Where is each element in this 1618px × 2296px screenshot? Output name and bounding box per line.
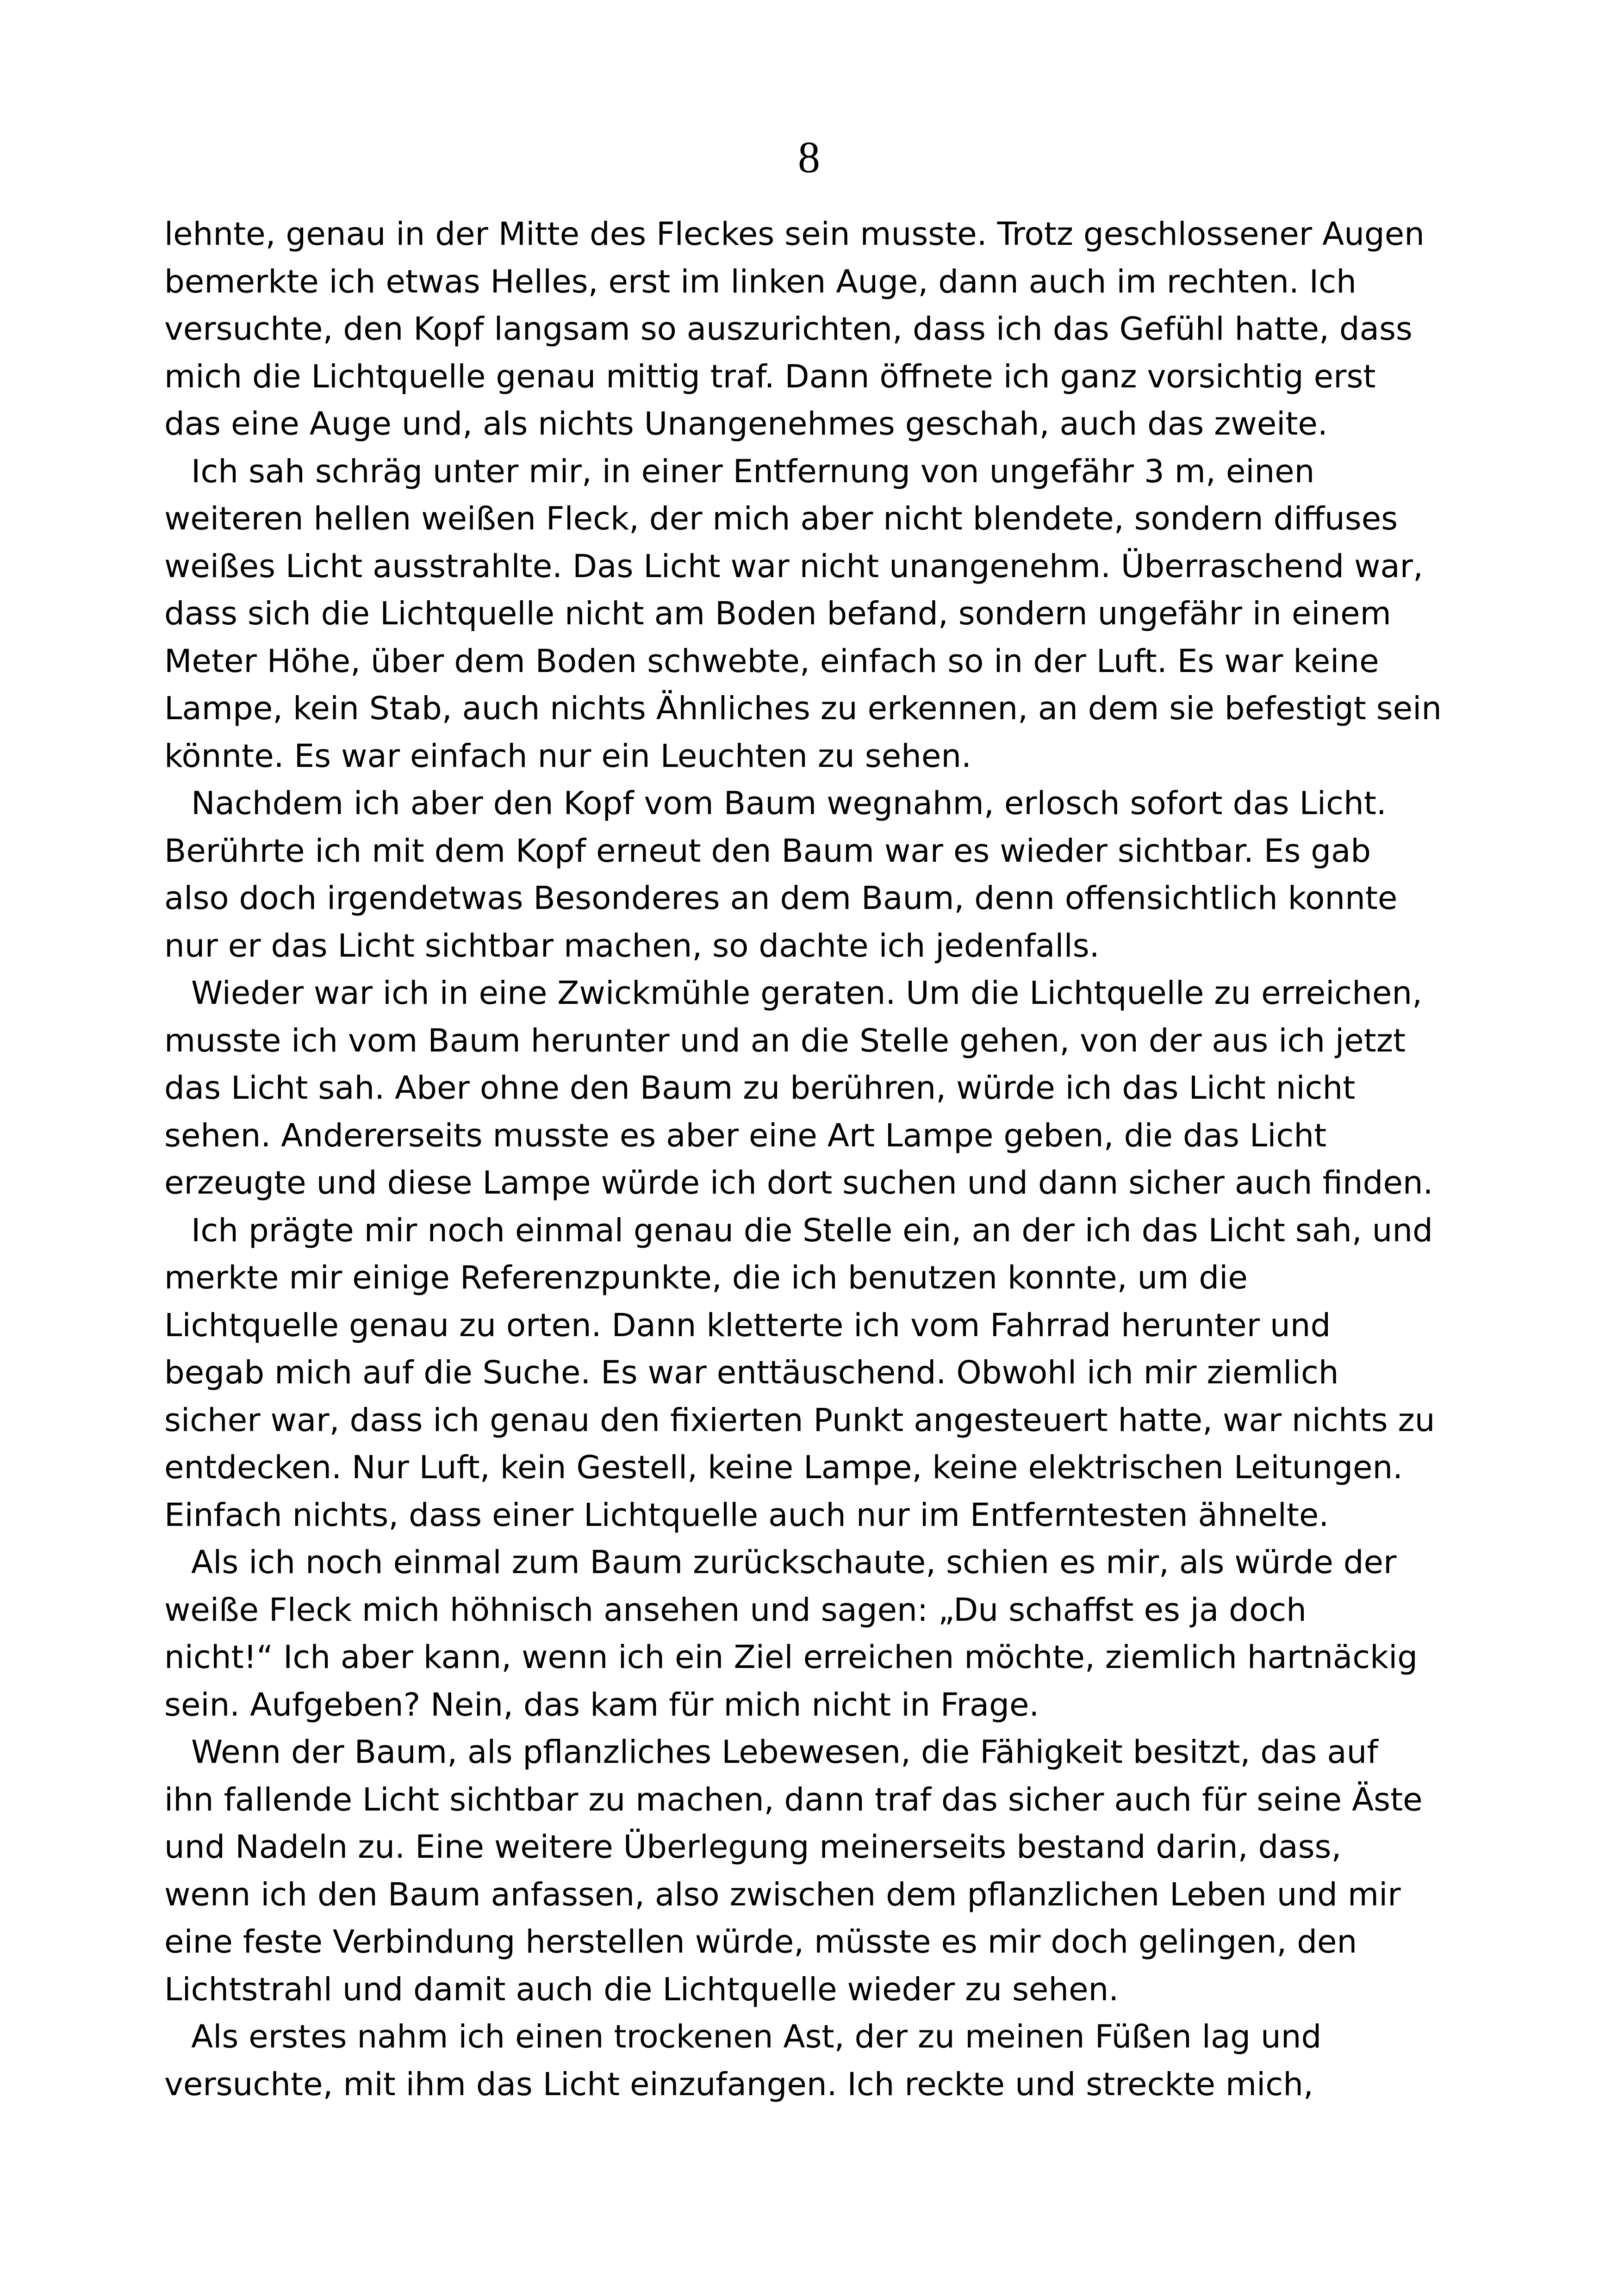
body-text bbox=[164, 211, 1442, 2108]
paragraph bbox=[164, 211, 1442, 448]
text-line: nicht!“ Ich aber kann, wenn ich ein Ziel erreichen möchte, ziemlich hartnäckig bbox=[164, 1639, 1418, 1676]
text-line: entdecken. Nur Luft, kein Gestell, keine Lampe, keine elektrischen Leitungen. bbox=[164, 1449, 1403, 1486]
text-line: das Licht sah. Aber ohne den Baum zu berühren, würde ich das Licht nicht bbox=[164, 1070, 1356, 1107]
text-line: das eine Auge und, als nichts Unangenehmes geschah, auch das zweite. bbox=[164, 405, 1328, 442]
paragraph bbox=[164, 448, 1442, 780]
text-line: dass sich die Lichtquelle nicht am Boden befand, sondern ungefähr in einem bbox=[164, 595, 1391, 632]
text-line: Als erstes nahm ich einen trockenen Ast, der zu meinen Füßen lag und bbox=[191, 2018, 1322, 2055]
text-line: sicher war, dass ich genau den fixierten Punkt angesteuert hatte, war nichts zu bbox=[164, 1401, 1435, 1439]
paragraph bbox=[164, 1207, 1442, 1539]
text-line: weiteren hellen weißen Fleck, der mich aber nicht blendete, sondern diffuses bbox=[164, 500, 1398, 537]
text-line: Wieder war ich in eine Zwickmühle geraten. Um die Lichtquelle zu erreichen, bbox=[191, 975, 1423, 1012]
paragraph bbox=[164, 970, 1442, 1207]
text-line: merkte mir einige Referenzpunkte, die ich benutzen konnte, um die bbox=[164, 1259, 1248, 1296]
text-line: Lampe, kein Stab, auch nichts Ähnliches zu erkennen, an dem sie befestigt sein bbox=[164, 690, 1442, 727]
text-line: Ich sah schräg unter mir, in einer Entfernung von ungefähr 3 m, einen bbox=[191, 453, 1315, 490]
paragraph bbox=[164, 2013, 1442, 2108]
text-line: Meter Höhe, über dem Boden schwebte, einfach so in der Luft. Es war keine bbox=[164, 642, 1379, 680]
text-line: Lichtquelle genau zu orten. Dann kletterte ich vom Fahrrad herunter und bbox=[164, 1307, 1331, 1344]
text-line: begab mich auf die Suche. Es war enttäuschend. Obwohl ich mir ziemlich bbox=[164, 1354, 1339, 1391]
text-line: Wenn der Baum, als pflanzliches Lebewesen, die Fähigkeit besitzt, das auf bbox=[191, 1734, 1378, 1771]
text-line: weiße Fleck mich höhnisch ansehen und sagen: „Du schaffst es ja doch bbox=[164, 1591, 1307, 1629]
text-line: lehnte, genau in der Mitte des Fleckes sein musste. Trotz geschlossener Augen bbox=[164, 216, 1425, 253]
text-line: wenn ich den Baum anfassen, also zwischen dem pflanzlichen Leben und mir bbox=[164, 1876, 1401, 1913]
text-line: Lichtstrahl und damit auch die Lichtquelle wieder zu sehen. bbox=[164, 1971, 1119, 2008]
text-line: sein. Aufgeben? Nein, das kam für mich nicht in Frage. bbox=[164, 1686, 1039, 1724]
text-line: Berührte ich mit dem Kopf erneut den Baum war es wieder sichtbar. Es gab bbox=[164, 832, 1371, 870]
paragraph bbox=[164, 1539, 1442, 1729]
text-line: Nachdem ich aber den Kopf vom Baum wegnahm, erlosch sofort das Licht. bbox=[191, 785, 1387, 822]
text-line: und Nadeln zu. Eine weitere Überlegung meinerseits bestand darin, dass, bbox=[164, 1829, 1342, 1866]
text-line: ihn fallende Licht sichtbar zu machen, dann traf das sicher auch für seine Äste bbox=[164, 1781, 1423, 1818]
text-line: mich die Lichtquelle genau mittig traf. Dann öffnete ich ganz vorsichtig erst bbox=[164, 358, 1376, 395]
text-line: Einfach nichts, dass einer Lichtquelle auch nur im Entferntesten ähnelte. bbox=[164, 1496, 1329, 1534]
text-line: versuchte, mit ihm das Licht einzufangen. Ich reckte und streckte mich, bbox=[164, 2066, 1313, 2103]
page-number: 8 bbox=[798, 132, 820, 182]
text-line: weißes Licht ausstrahlte. Das Licht war nicht unangenehm. Überraschend war, bbox=[164, 548, 1423, 585]
text-line: erzeugte und diese Lampe würde ich dort suchen und dann sicher auch finden. bbox=[164, 1164, 1433, 1201]
text-line: also doch irgendetwas Besonderes an dem Baum, denn offensichtlich konnte bbox=[164, 880, 1398, 917]
text-line: musste ich vom Baum herunter und an die Stelle gehen, von der aus ich jetzt bbox=[164, 1022, 1406, 1059]
paragraph bbox=[164, 780, 1442, 970]
text-line: könnte. Es war einfach nur ein Leuchten zu sehen. bbox=[164, 737, 972, 775]
text-line: versuchte, den Kopf langsam so auszurichten, dass ich das Gefühl hatte, dass bbox=[164, 311, 1413, 348]
text-line: bemerkte ich etwas Helles, erst im linken Auge, dann auch im rechten. Ich bbox=[164, 263, 1357, 300]
paragraph bbox=[164, 1729, 1442, 2013]
text-line: Ich prägte mir noch einmal genau die Stelle ein, an der ich das Licht sah, und bbox=[191, 1212, 1433, 1249]
text-line: nur er das Licht sichtbar machen, so dachte ich jedenfalls. bbox=[164, 927, 1100, 964]
text-line: sehen. Andererseits musste es aber eine Art Lampe geben, die das Licht bbox=[164, 1117, 1327, 1154]
text-line: eine feste Verbindung herstellen würde, müsste es mir doch gelingen, den bbox=[164, 1923, 1357, 1960]
text-line: Als ich noch einmal zum Baum zurückschaute, schien es mir, als würde der bbox=[191, 1544, 1397, 1581]
